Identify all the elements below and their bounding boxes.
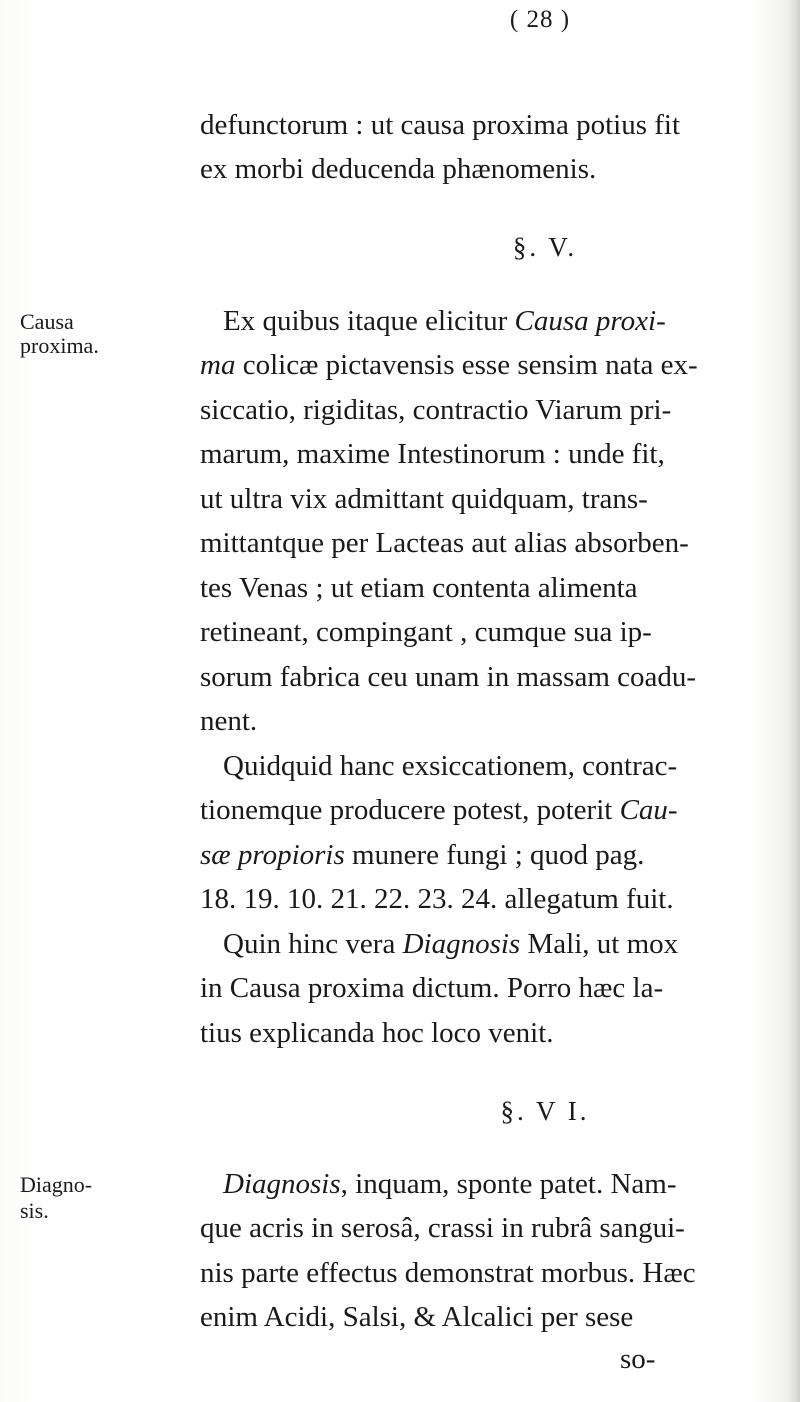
section-heading: §. V. — [512, 232, 578, 262]
text-run: Mali, ut mox — [520, 928, 679, 960]
text-line — [200, 841, 644, 870]
page-edge-shadow — [786, 0, 800, 1402]
text-line: nent. — [200, 705, 258, 737]
italic-run: Diagnosis — [402, 928, 521, 960]
text-line — [200, 351, 698, 380]
text-run: Ex quibus itaque elicitur — [223, 305, 515, 337]
text-line — [223, 1170, 676, 1199]
margin-note-line: Causa — [20, 309, 74, 334]
text-run: munere fungi ; quod pag. — [344, 839, 645, 871]
text-line: in Causa proxima dictum. Porro hæc la- — [200, 972, 664, 1004]
text-line: nis parte effectus demonstrat morbus. Hæc — [200, 1257, 696, 1289]
text-line: marum, maxime Intestinorum : unde fit, — [200, 438, 665, 470]
text-run: colicæ pictavensis esse sensim nata ex- — [235, 349, 698, 381]
text-line: ut ultra vix admittant quidquam, trans- — [200, 483, 648, 515]
text-line — [200, 796, 678, 825]
section-heading: §. V I. — [500, 1096, 590, 1126]
page-number: ( 28 ) — [509, 6, 571, 33]
text-line: 18. 19. 10. 21. 22. 23. 24. allegatum fuit. — [200, 883, 674, 915]
italic-run: Causa proxi- — [514, 305, 666, 337]
text-run: Quin hinc vera — [223, 928, 403, 960]
text-line: Quidquid hanc exsiccationem, contrac- — [223, 750, 678, 782]
italic-run: Diagnosis — [223, 1168, 341, 1200]
catchword: so- — [620, 1343, 656, 1375]
text-line: sorum fabrica ceu unam in massam coadu- — [200, 661, 697, 693]
italic-run: Cau- — [619, 794, 678, 826]
text-line: tius explicanda hoc loco venit. — [200, 1017, 554, 1049]
text-line: que acris in serosâ, crassi in rubrâ sangui- — [200, 1212, 685, 1244]
text-line: retineant, compingant , cumque sua ip- — [200, 616, 652, 648]
text-run: tionemque producere potest, poterit — [200, 794, 620, 826]
margin-note-line: Diagno- — [20, 1172, 93, 1197]
margin-note-line: sis. — [20, 1198, 49, 1223]
margin-note-line: proxima. — [20, 333, 99, 358]
text-run: , inquam, sponte patet. Nam- — [340, 1168, 677, 1200]
text-line: tes Venas ; ut etiam contenta alimenta — [200, 572, 638, 604]
italic-run: ma — [200, 349, 236, 381]
text-line: ex morbi deducenda phænomenis. — [200, 153, 597, 185]
text-line: enim Acidi, Salsi, & Alcalici per sese — [200, 1301, 634, 1333]
text-line: siccatio, rigiditas, contractio Viarum pri- — [200, 394, 672, 426]
text-line — [223, 930, 678, 959]
text-line — [223, 307, 666, 336]
text-line: mittantque per Lacteas aut alias absorben- — [200, 527, 689, 559]
text-line: defunctorum : ut causa proxima potius fit — [200, 109, 681, 141]
italic-run: sæ propioris — [200, 839, 345, 871]
